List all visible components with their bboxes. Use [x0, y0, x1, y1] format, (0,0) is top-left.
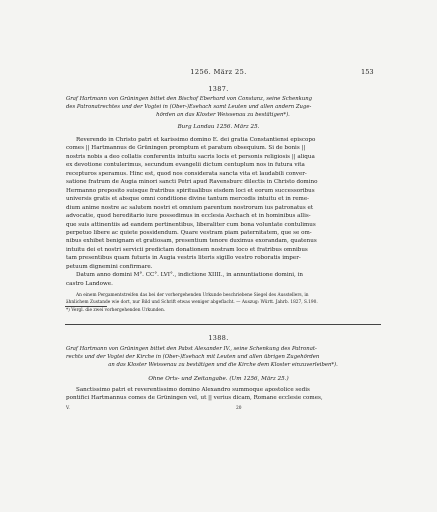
- summary-line: Graf Hartmann von Grüningen bittet den Bischof Eberhard von Constanz, seine Schenkung: [66, 96, 313, 102]
- page-number: 153: [361, 68, 374, 76]
- text-line: Hermanno preposito suisque fratribus spiritualibus eisdem loci et eorum successoribus: [66, 187, 315, 194]
- text-line: dium anime nostre ac salutem nostri et omnium parentum nostrorum ius patronatus et: [66, 204, 314, 211]
- signature-number: 20: [236, 406, 242, 411]
- summary-line: rechts und der Vogtei der Kirche in (Ober-)Esehach mit Leuten und allen übrigen Zugehörden: [66, 354, 320, 361]
- summary-line: des Patronatrechtes und der Vogtei in (Ober-)Esehach samt Leuten und allen andern Zuge-: [66, 104, 312, 111]
- document-number-1388: 1388.: [208, 334, 229, 342]
- note-line: An einem Pergamentstreifen das bei der vorhergehenden Urkunde beschriebene Siegel des Ausstellers, in: [76, 293, 309, 298]
- text-line: nibus exhibet benignam et gratiosam, presentium tenore duximus exorandam, quatenus: [66, 238, 317, 245]
- text-line: advocatie, quod hereditario iure possedimus in ecclesia Aschach et in hominibus allis-: [66, 213, 311, 220]
- seal-note-1387: [66, 293, 380, 306]
- place-date-1387: Burg Landau 1256. März 25.: [177, 124, 260, 130]
- note-line: ähnlichem Zustande wie dort, nur Bild und Schrift etwas weniger abgeflacht. — Auszug: Württ. Jahrb. 1827, S.190.: [66, 299, 318, 305]
- footnote-1387: *) Vergl. die zwei vorhergehenden Urkunden.: [66, 308, 166, 313]
- text-line: recepturos speramus. Hinc est, quod nos considerata sancta vita et laudabili conver-: [66, 170, 307, 177]
- section-divider: [65, 324, 381, 325]
- summary-line: an das Kloster Weissenau zu bestätigen und die Kirche dem Kloster einzuverleiben*).: [108, 362, 338, 369]
- text-line: satione fratrum de Augia minori sancti Petri apud Ravensburc dilectis in Christo domino: [66, 179, 318, 186]
- text-1388: [66, 386, 380, 403]
- running-head: 1256. März 25.: [190, 68, 247, 76]
- dating-line: castro Landowe.: [66, 280, 113, 287]
- summary-line: Graf Hartmann von Grüningen bittet den Pabst Alexander IV., seine Schenkung des Patronat-: [66, 346, 317, 352]
- text-line: nostris nobis a deo collatis conferentis intuitu sacris locis et personis religiosis || aliqua: [66, 153, 315, 160]
- text-line: intuitu dei et nostri servicii predictam donationem nostram loco et fratribus omnibus: [66, 246, 308, 253]
- text-line: que suis attinentiis ad eandem pertinentibus, liberaliter cum bona voluntate contulimus: [66, 221, 316, 228]
- footnote-rule: [65, 306, 107, 307]
- place-date-1388: Ohne Orts- und Zeitangabe. (Um 1256, März 25.): [148, 376, 289, 382]
- text-line: petuum dignemini confirmare.: [66, 263, 153, 270]
- dating-line: Datum anno domini M°. CC°. LVI°., indictione XIIII., in annuntiatione domini, in: [76, 272, 303, 279]
- text-line: comes || Hartmannus de Grüningen promptum et paratum obsequium. Si de bonis ||: [66, 145, 306, 152]
- text-line: pontifici Hartmannus comes de Grüningen vel, ut || verius dicam, Romane ecclesie comes,: [66, 395, 323, 402]
- text-line: Reverendo in Christo patri et karissimo domino E. dei gratia Constantiensi episcopo: [76, 137, 316, 143]
- text-line: tam presentibus quam futuris in Augia vestris literis sigillo vestro roboratis imper-: [66, 255, 301, 262]
- summary-1388: [66, 345, 380, 369]
- summary-1387: [66, 95, 380, 119]
- text-line: ex devotione contulerimus, secundum evangelii dictum centuplum nos in futura vita: [66, 162, 305, 169]
- document-number-1387: 1387.: [208, 85, 229, 93]
- text-line: Sanctissimo patri et reverentissimo domino Alexandro summoque apostolice sedis: [76, 387, 310, 393]
- signature-mark: V.: [66, 406, 70, 411]
- text-line: perpetuo libere ac quiete possidendum. Quare vestram piam paternitatem, que se om-: [66, 229, 312, 236]
- text-line: universis gratis et absque omni conditione divine tantum mercedis intuitu et in reme-: [66, 196, 310, 203]
- summary-line: hörden an das Kloster Weissenau zu bestätigen*).: [156, 112, 290, 119]
- text-1387: [66, 136, 380, 288]
